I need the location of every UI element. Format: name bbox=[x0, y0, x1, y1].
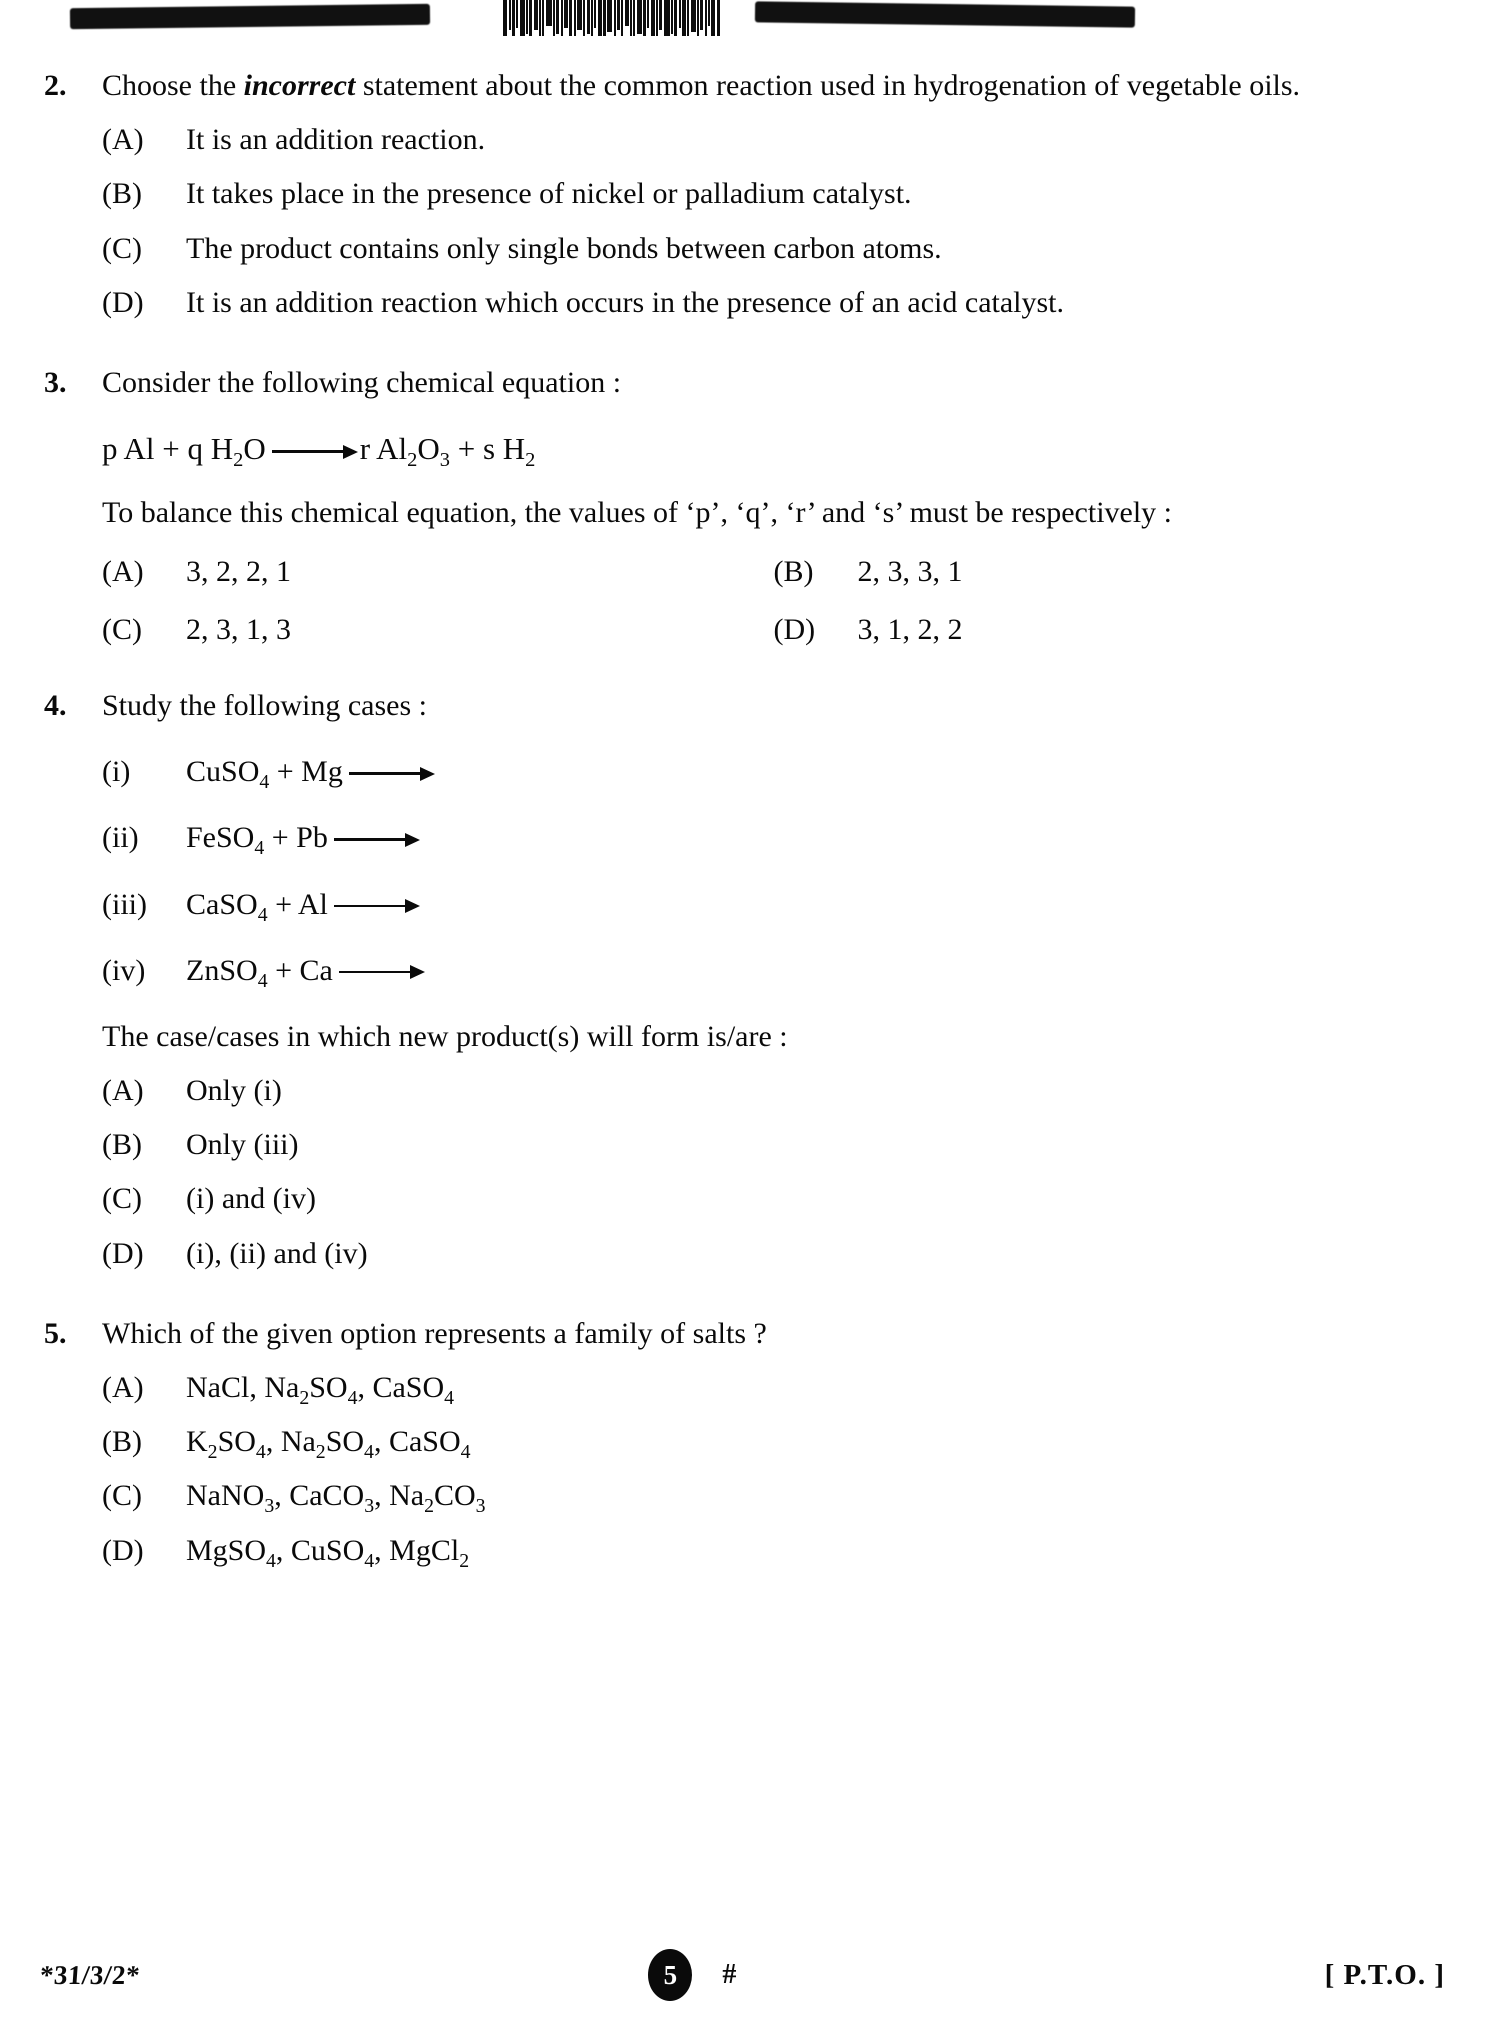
option-text: 2, 3, 3, 1 bbox=[857, 554, 963, 588]
question-body bbox=[102, 66, 1445, 323]
options-list bbox=[102, 1368, 1445, 1571]
question-body bbox=[102, 363, 1445, 650]
stem-emphasis: incorrect bbox=[243, 69, 356, 102]
question-stem-2: To balance this chemical equation, the values of ‘p’, ‘q’, ‘r’ and ‘s’ must be respectively : bbox=[102, 496, 1173, 530]
question-number: 3. bbox=[44, 365, 67, 399]
scan-artifact-left bbox=[70, 4, 430, 29]
case-equation bbox=[186, 752, 437, 792]
case-label: (iii) bbox=[102, 887, 147, 921]
case-equation bbox=[186, 885, 422, 925]
case-reactants: CuSO$_4$ + Mg bbox=[186, 755, 343, 794]
option-b[interactable] bbox=[102, 174, 1445, 214]
page-footer bbox=[0, 1946, 1505, 2004]
question-4 bbox=[30, 686, 1445, 1274]
case-i bbox=[102, 752, 1445, 792]
hash-mark: # bbox=[722, 1959, 737, 1990]
option-a[interactable] bbox=[102, 1071, 1445, 1111]
option-b[interactable] bbox=[774, 552, 1446, 592]
option-label: (B) bbox=[102, 1425, 142, 1459]
question-stem: Study the following cases : bbox=[102, 688, 427, 722]
option-label: (B) bbox=[102, 1128, 142, 1162]
case-equation bbox=[186, 951, 427, 991]
cases-list bbox=[102, 752, 1445, 991]
equation-right: r $Al_2O_3 + s$ $H_2$ bbox=[359, 431, 536, 472]
option-label: (C) bbox=[102, 1182, 142, 1216]
stem-suffix: statement about the common reaction used in hydrogenation of vegetable oils. bbox=[355, 69, 1301, 102]
question-2 bbox=[30, 66, 1445, 323]
option-text: It is an addition reaction which occurs in the presence of an acid catalyst. bbox=[186, 285, 1064, 319]
question-stem-2: The case/cases in which new product(s) will form is/are : bbox=[102, 1019, 788, 1053]
option-text: (i), (ii) and (iv) bbox=[186, 1236, 368, 1270]
reaction-arrow-icon bbox=[334, 831, 420, 847]
option-c[interactable] bbox=[102, 610, 774, 650]
option-label: (B) bbox=[773, 554, 814, 588]
case-label: (ii) bbox=[102, 821, 139, 855]
page-header-band bbox=[30, 0, 1445, 40]
reaction-arrow-icon bbox=[349, 765, 435, 781]
case-reactants: CaSO$_4$ + Al bbox=[186, 887, 328, 926]
question-stem bbox=[102, 66, 1445, 106]
options-list bbox=[102, 1071, 1445, 1274]
case-reactants: FeSO$_4$ + Pb bbox=[186, 821, 328, 860]
option-label: (D) bbox=[102, 1236, 144, 1270]
case-equation bbox=[186, 818, 422, 858]
options-row bbox=[102, 610, 1445, 650]
option-d[interactable] bbox=[102, 1234, 1445, 1274]
reaction-arrow-icon bbox=[334, 898, 420, 914]
case-iv bbox=[102, 951, 1445, 991]
option-label: (A) bbox=[102, 1371, 144, 1405]
question-number: 4. bbox=[44, 688, 67, 722]
option-c[interactable] bbox=[102, 1476, 1445, 1516]
option-b[interactable] bbox=[102, 1125, 1445, 1165]
equation-left: p Al + q $H_2O$ bbox=[102, 431, 266, 472]
question-5 bbox=[30, 1314, 1445, 1571]
option-text: It takes place in the presence of nickel or palladium catalyst. bbox=[186, 177, 912, 211]
option-text: It is an addition reaction. bbox=[186, 123, 486, 157]
options-row bbox=[102, 552, 1445, 592]
option-a[interactable] bbox=[102, 120, 1445, 160]
option-label: (D) bbox=[102, 285, 144, 319]
option-text: MgSO$_4$, CuSO$_4$, MgCl$_2$ bbox=[186, 1533, 470, 1572]
question-body bbox=[102, 1314, 1445, 1571]
option-label: (D) bbox=[102, 1533, 144, 1567]
option-text: 3, 1, 2, 2 bbox=[857, 612, 963, 646]
question-number: 2. bbox=[44, 69, 67, 102]
option-label: (A) bbox=[102, 123, 144, 157]
question-3 bbox=[30, 363, 1445, 650]
option-text: Only (iii) bbox=[186, 1128, 299, 1162]
question-body bbox=[102, 686, 1445, 1274]
option-c[interactable] bbox=[102, 229, 1445, 269]
case-ii bbox=[102, 818, 1445, 858]
option-text: 2, 3, 1, 3 bbox=[186, 612, 291, 646]
option-b[interactable] bbox=[102, 1422, 1445, 1462]
question-stem: Consider the following chemical equation : bbox=[102, 365, 622, 399]
question-number: 5. bbox=[44, 1316, 67, 1350]
option-c[interactable] bbox=[102, 1179, 1445, 1219]
option-d[interactable] bbox=[774, 610, 1446, 650]
option-label: (A) bbox=[102, 554, 144, 588]
chemical-equation bbox=[102, 429, 1445, 472]
option-label: (A) bbox=[102, 1074, 144, 1108]
option-label: (B) bbox=[102, 177, 142, 211]
pto-label: [ P.T.O. ] bbox=[1324, 1958, 1445, 1991]
paper-code: *31/3/2* bbox=[38, 1959, 142, 1990]
option-text: 3, 2, 2, 1 bbox=[186, 554, 291, 588]
option-d[interactable] bbox=[102, 283, 1445, 323]
option-d[interactable] bbox=[102, 1531, 1445, 1571]
stem-prefix: Choose the bbox=[102, 69, 244, 102]
option-label: (C) bbox=[102, 612, 142, 646]
option-text: The product contains only single bonds between carbon atoms. bbox=[186, 231, 942, 265]
option-label: (C) bbox=[102, 231, 142, 265]
page-number-badge: 5 bbox=[648, 1949, 692, 2001]
option-label: (C) bbox=[102, 1479, 142, 1513]
option-text: NaNO$_3$, CaCO$_3$, $Na_2CO_3$ bbox=[186, 1479, 486, 1518]
option-text: $K_2SO_4$, $Na_2SO_4$, CaSO$_4$ bbox=[186, 1425, 471, 1464]
case-label: (iv) bbox=[102, 953, 146, 987]
footer-center bbox=[100, 1949, 1285, 2001]
option-text: Only (i) bbox=[186, 1074, 282, 1108]
option-a[interactable] bbox=[102, 1368, 1445, 1408]
reaction-arrow-icon bbox=[339, 964, 425, 980]
scan-artifact-right bbox=[755, 1, 1135, 27]
option-label: (D) bbox=[773, 612, 816, 646]
option-text: (i) and (iv) bbox=[186, 1182, 316, 1216]
reaction-arrow-icon bbox=[272, 443, 358, 459]
option-text: NaCl, $Na_2SO_4$, CaSO$_4$ bbox=[186, 1371, 455, 1410]
question-stem: Which of the given option represents a family of salts ? bbox=[102, 1316, 767, 1350]
case-reactants: ZnSO$_4$ + Ca bbox=[186, 953, 333, 992]
case-label: (i) bbox=[102, 755, 131, 789]
barcode bbox=[503, 0, 721, 36]
options-grid bbox=[102, 552, 1445, 650]
case-iii bbox=[102, 885, 1445, 925]
options-list bbox=[102, 120, 1445, 323]
option-a[interactable] bbox=[102, 552, 774, 592]
